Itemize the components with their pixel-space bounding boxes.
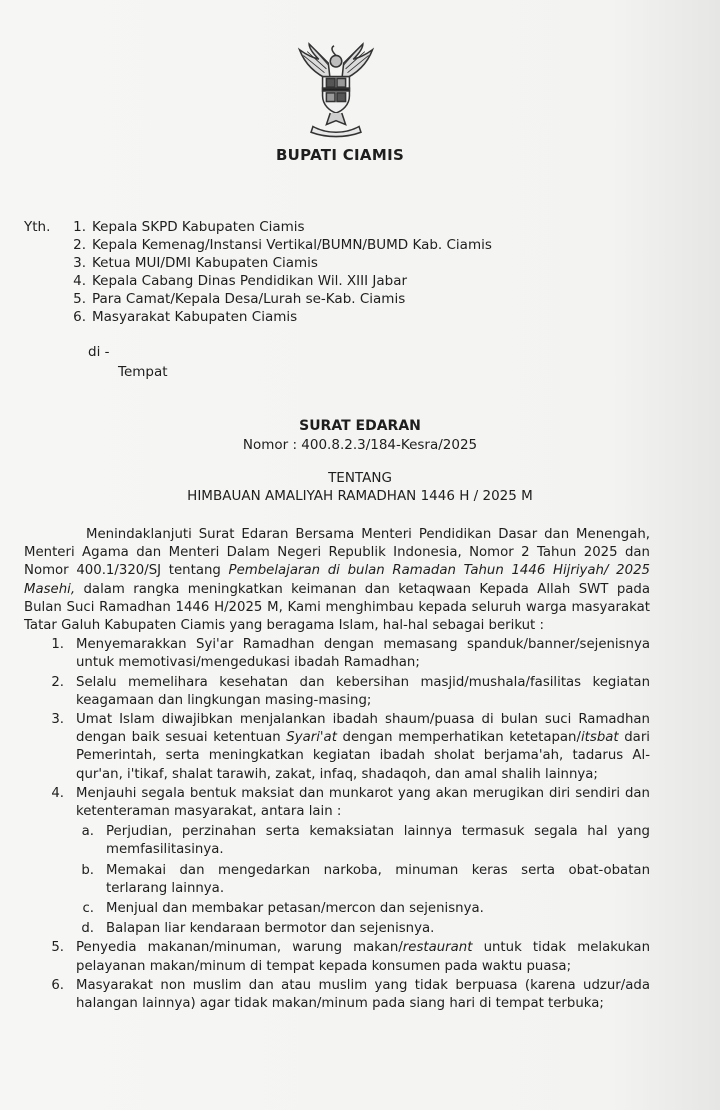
- recipient-item: Yth. 1. Kepala SKPD Kabupaten Ciamis: [24, 219, 305, 235]
- list-item: 5. Penyedia makanan/minuman, warung makan/restaurant untuk tidak melakukan pelayanan makan/minum di tempat kepada konsumen pada waktu puasa;: [51, 940, 650, 974]
- recipient-list: [24, 218, 492, 326]
- recipient-item: 5. Para Camat/Kepala Desa/Lurah se-Kab. Ciamis: [73, 291, 406, 307]
- recipient-item: 2. Kepala Kemenag/Instansi Vertikal/BUMN/BUMD Kab. Ciamis: [73, 237, 492, 253]
- recipient-item: 3. Ketua MUI/DMI Kabupaten Ciamis: [73, 255, 318, 271]
- recipient-item: 4. Kepala Cabang Dinas Pendidikan Wil. XIII Jabar: [73, 273, 408, 289]
- sub-item: c. Menjual dan membakar petasan/mercon dan sejenisnya.: [82, 901, 484, 917]
- intro-paragraph: Menindaklanjuti Surat Edaran Bersama Menteri Pendidikan Dasar dan Menengah, Menteri Agama dan Menteri Dalam Negeri Republik Indonesia, Nomor 2 Tahun 2025 dan Nomor 400.1/320/SJ tentang Pembelajaran di bulan Ramadan Tahun 1446 Hijriyah/ 2025 Masehi, dalam rangka meningkatkan keimanan dan ketaqwaan Kepada Allah SWT pada Bulan Suci Ramadhan 1446 H/2025 M, Kami menghimbau kepada seluruh warga masyarakat Tatar Galuh Kabupaten Ciamis yang beragama Islam, hal-hal sebagai berikut :: [24, 527, 650, 634]
- letter-subject: HIMBAUAN AMALIYAH RAMADHAN 1446 H / 2025 M: [187, 488, 533, 504]
- sub-item: d. Balapan liar kendaraan bermotor dan sejenisnya.: [81, 921, 435, 937]
- point-list: [24, 636, 650, 1013]
- yth-label: Yth.: [24, 219, 51, 235]
- list-item: 3. Umat Islam diwajibkan menjalankan ibadah shaum/puasa di bulan suci Ramadhan dengan baik sesuai ketentuan Syari'at dengan memperhatikan ketetapan/itsbat dari Pemerintah, serta meningkatkan kegiatan ibadah sholat berjama'ah, tadarus Al-qur'an, i'tikaf, shalat tarawih, zakat, infaq, shadaqoh, dan amal shalih lainnya;: [51, 712, 650, 782]
- di-label: di -: [88, 344, 110, 360]
- tempat-label: Tempat: [118, 364, 168, 380]
- list-item: 4. Menjauhi segala bentuk maksiat dan munkarot yang akan merugikan diri sendiri dan ketenteraman masyarakat, antara lain : a. Perjudian, perzinahan serta kemaksiatan lainnya termasuk segala hal yang memfasilitasinya. b. Memakai dan mengedarkan narkoba, minuman keras serta obat-obatan terlarang lainnya. c. Menjual dan membakar petasan/mercon dan sejenisnya. d. Balapan liar kendaraan bermotor dan sejenisnya.: [24, 785, 650, 939]
- letterhead-title: BUPATI CIAMIS: [275, 146, 405, 164]
- list-item: 2. Selalu memelihara kesehatan dan kebersihan masjid/mushala/fasilitas kegiatan keagamaan dan lingkungan masing-masing;: [51, 674, 650, 708]
- garuda-pancasila-emblem-icon: [288, 42, 384, 138]
- sub-item: b. Memakai dan mengedarkan narkoba, minuman keras serta obat-obatan terlarang lainnya.: [81, 862, 650, 896]
- letter-number: Nomor : 400.8.2.3/184-Kesra/2025: [242, 437, 478, 453]
- tentang-label: TENTANG: [328, 470, 392, 486]
- list-item: 1. Menyemarakkan Syi'ar Ramadhan dengan memasang spanduk/banner/sejenisnya untuk memotivasi/mengedukasi ibadah Ramadhan;: [51, 637, 650, 671]
- recipient-item: 6. Masyarakat Kabupaten Ciamis: [73, 309, 298, 325]
- letter-body: [24, 526, 650, 1013]
- letter-title: SURAT EDARAN: [299, 418, 421, 434]
- sub-item: a. Perjudian, perzinahan serta kemaksiatan lainnya termasuk segala hal yang memfasilitasinya.: [81, 824, 650, 858]
- list-item: 6. Masyarakat non muslim dan atau muslim yang tidak berpuasa (karena udzur/ada halangan lainnya) agar tidak makan/minum pada siang hari di tempat terbuka;: [51, 977, 650, 1012]
